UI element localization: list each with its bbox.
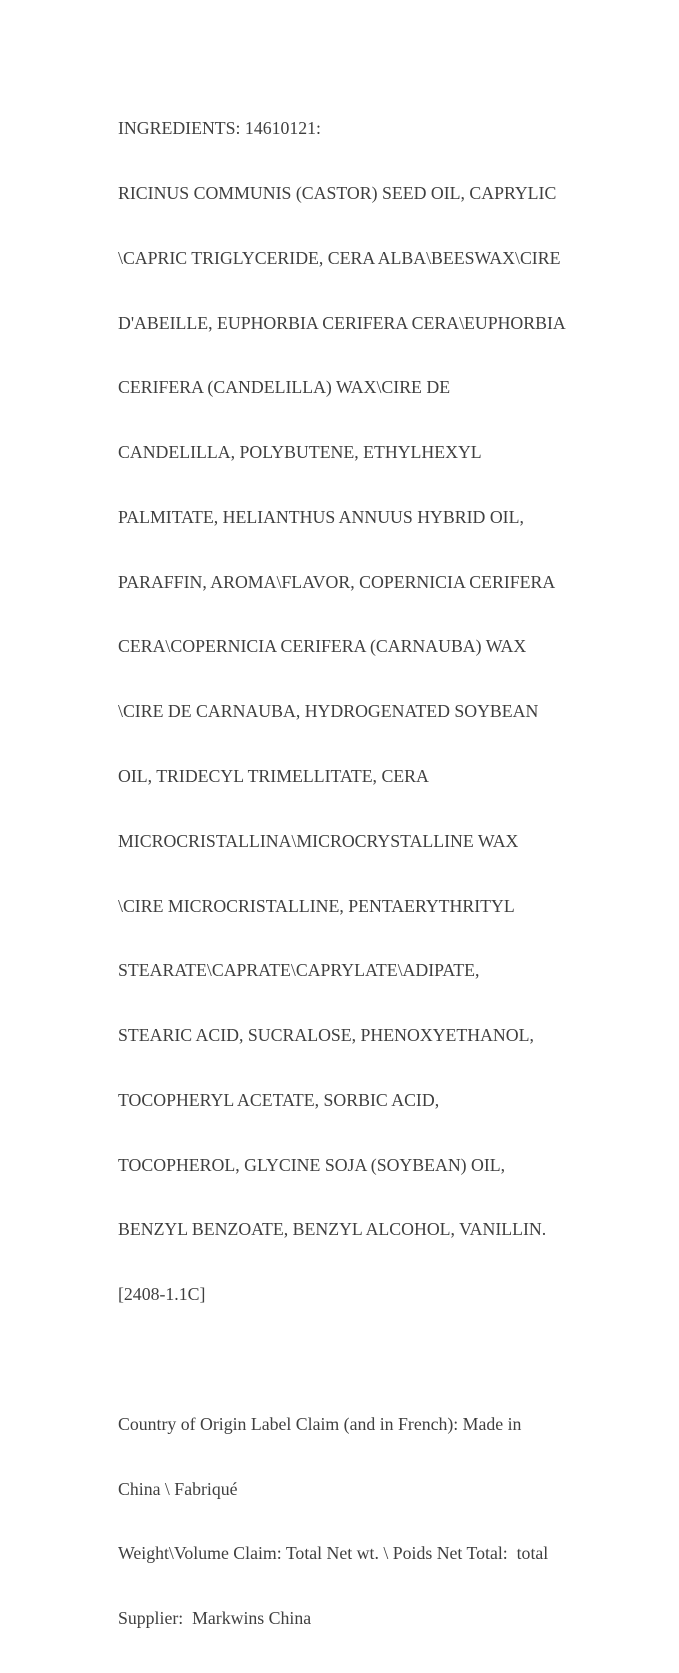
ingredients-line: PARAFFIN, AROMA\FLAVOR, COPERNICIA CERIFERA [118, 571, 556, 592]
ingredients-line: CANDELILLA, POLYBUTENE, ETHYLHEXYL [118, 442, 482, 463]
ingredients-line: CERIFERA (CANDELILLA) WAX\CIRE DE [118, 377, 451, 398]
supplier-line: Supplier: Markwins China [118, 1608, 312, 1629]
ingredients-line: PALMITATE, HELIANTHUS ANNUUS HYBRID OIL, [118, 506, 524, 527]
ingredients-line: \CIRE DE CARNAUBA, HYDROGENATED SOYBEAN [118, 701, 539, 722]
blank-line-spacer [118, 1349, 566, 1371]
ingredients-line: OIL, TRIDECYL TRIMELLITATE, CERA [118, 766, 429, 786]
ingredients-line: \CAPRIC TRIGLYCERIDE, CERA ALBA\BEESWAX\CIRE [118, 247, 561, 268]
country-of-origin-line: Country of Origin Label Claim (and in French): Made in [118, 1413, 522, 1434]
ingredients-line: STEARATE\CAPRATE\CAPRYLATE\ADIPATE, [118, 960, 480, 981]
ingredients-line: MICROCRISTALLINA\MICROCRYSTALLINE WAX [118, 830, 519, 851]
ingredients-line: \CIRE MICROCRISTALLINE, PENTAERYTHRITYL [118, 895, 515, 916]
ingredients-line: STEARIC ACID, SUCRALOSE, PHENOXYETHANOL, [118, 1025, 534, 1046]
ingredients-line: TOCOPHEROL, GLYCINE SOJA (SOYBEAN) OIL, [118, 1154, 506, 1175]
weight-volume-claim-line: Weight\Volume Claim: Total Net wt. \ Poids Net Total: total [118, 1543, 549, 1564]
label-text-block [118, 75, 566, 1673]
ingredients-line: TOCOPHERYL ACETATE, SORBIC ACID, [118, 1089, 440, 1110]
country-of-origin-line: China \ Fabriqué [118, 1478, 238, 1499]
ingredients-batch-code-line: [2408-1.1C] [118, 1284, 206, 1305]
ingredients-header-line: INGREDIENTS: 14610121: [118, 118, 321, 139]
ingredients-line: CERA\COPERNICIA CERIFERA (CARNAUBA) WAX [118, 636, 527, 657]
ingredients-line: RICINUS COMMUNIS (CASTOR) SEED OIL, CAPRYLIC [118, 182, 557, 203]
ingredients-line: BENZYL BENZOATE, BENZYL ALCOHOL, VANILLIN. [118, 1219, 547, 1240]
ingredients-line: D'ABEILLE, EUPHORBIA CERIFERA CERA\EUPHORBIA [118, 312, 566, 333]
